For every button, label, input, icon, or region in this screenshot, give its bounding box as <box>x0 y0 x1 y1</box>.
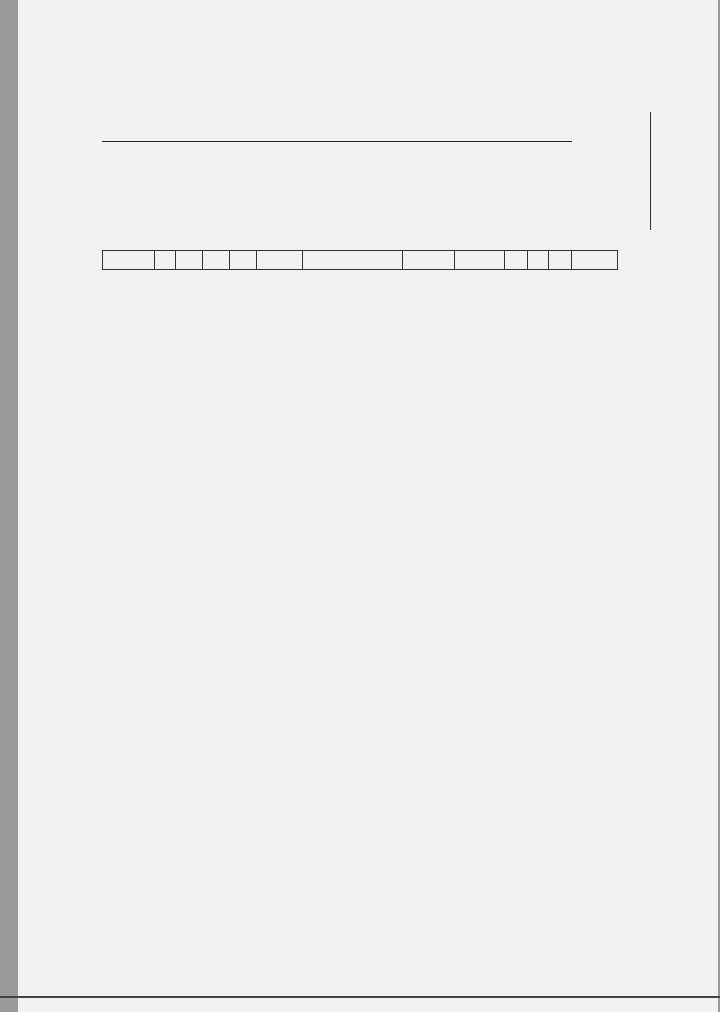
dc-gain-header <box>303 251 403 270</box>
spec-table <box>102 250 618 270</box>
margin-rule <box>650 112 651 230</box>
ft-header <box>455 251 505 270</box>
scan-edge <box>0 996 720 998</box>
header-rule <box>102 141 572 142</box>
icbo-header <box>257 251 303 270</box>
page <box>18 0 718 1012</box>
vce-sat-header <box>403 251 455 270</box>
